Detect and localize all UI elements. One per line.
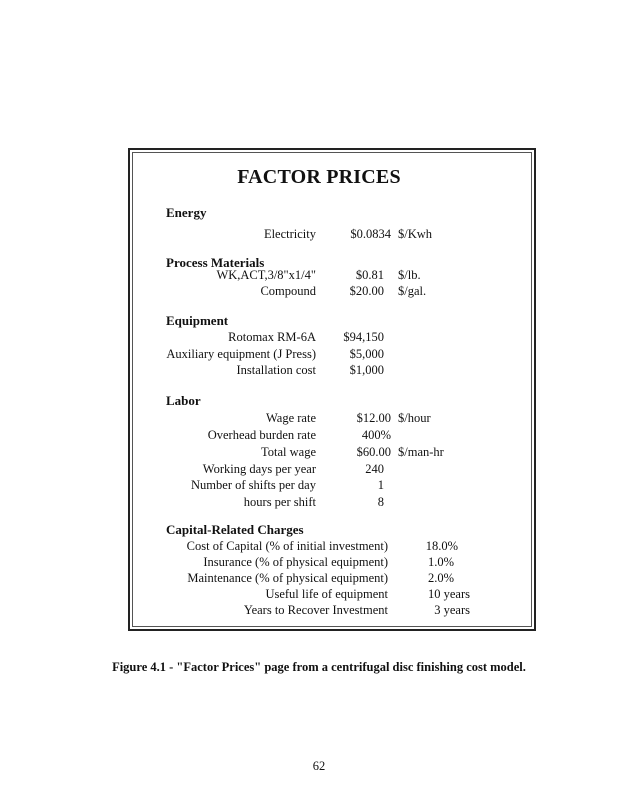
row-label: Cost of Capital (% of initial investment) xyxy=(186,539,388,553)
row-label: Rotomax RM-6A xyxy=(228,330,316,344)
row-label: Total wage xyxy=(260,445,316,459)
row-unit: $/gal. xyxy=(398,284,427,298)
row-value: 3 years xyxy=(434,603,470,617)
section-heading-equipment: Equipment xyxy=(166,313,229,328)
section-heading-energy: Energy xyxy=(166,205,207,220)
row-label: Electricity xyxy=(263,227,316,241)
row-label: Maintenance (% of physical equipment) xyxy=(187,571,388,585)
row-unit: $/lb. xyxy=(398,268,421,282)
figure-caption: Figure 4.1 - "Factor Prices" page from a centrifugal disc finishing cost model. xyxy=(112,660,526,674)
row-label: Installation cost xyxy=(236,363,316,377)
row-value: $0.81 xyxy=(355,268,384,282)
row-label: Compound xyxy=(260,284,316,298)
page-title: FACTOR PRICES xyxy=(237,166,401,188)
row-label: Years to Recover Investment xyxy=(243,603,388,617)
row-unit: $/hour xyxy=(398,411,431,425)
row-value: 18.0% xyxy=(425,539,458,553)
row-value: $1,000 xyxy=(349,363,384,377)
page-number: 62 xyxy=(312,759,326,773)
row-value: 10 years xyxy=(428,587,470,601)
row-label: Useful life of equipment xyxy=(265,587,388,601)
section-heading-labor: Labor xyxy=(166,393,201,408)
row-label: Auxiliary equipment (J Press) xyxy=(166,347,316,361)
row-value: $20.00 xyxy=(349,284,384,298)
section-heading-capital-related-charges: Capital-Related Charges xyxy=(166,522,304,537)
row-label: Number of shifts per day xyxy=(191,478,316,492)
row-value: 8 xyxy=(377,495,384,509)
row-value: 240 xyxy=(365,462,384,476)
row-value: $12.00 xyxy=(356,411,391,425)
row-value: 400% xyxy=(361,428,391,442)
row-value: $0.0834 xyxy=(350,227,391,241)
row-value: 1.0% xyxy=(427,555,454,569)
row-label: hours per shift xyxy=(243,495,316,509)
row-label: Wage rate xyxy=(266,411,316,425)
section-heading-process-materials: Process Materials xyxy=(166,255,265,270)
row-value: $60.00 xyxy=(356,445,391,459)
row-label: WK,ACT,3/8"x1/4" xyxy=(216,268,316,282)
row-label: Working days per year xyxy=(202,462,316,476)
row-unit: $/Kwh xyxy=(398,227,433,241)
row-value: $5,000 xyxy=(349,347,384,361)
row-value: $94,150 xyxy=(343,330,384,344)
row-label: Overhead burden rate xyxy=(207,428,316,442)
row-unit: $/man-hr xyxy=(398,445,444,459)
row-value: 1 xyxy=(377,478,384,492)
row-label: Insurance (% of physical equipment) xyxy=(203,555,388,569)
row-value: 2.0% xyxy=(427,571,454,585)
